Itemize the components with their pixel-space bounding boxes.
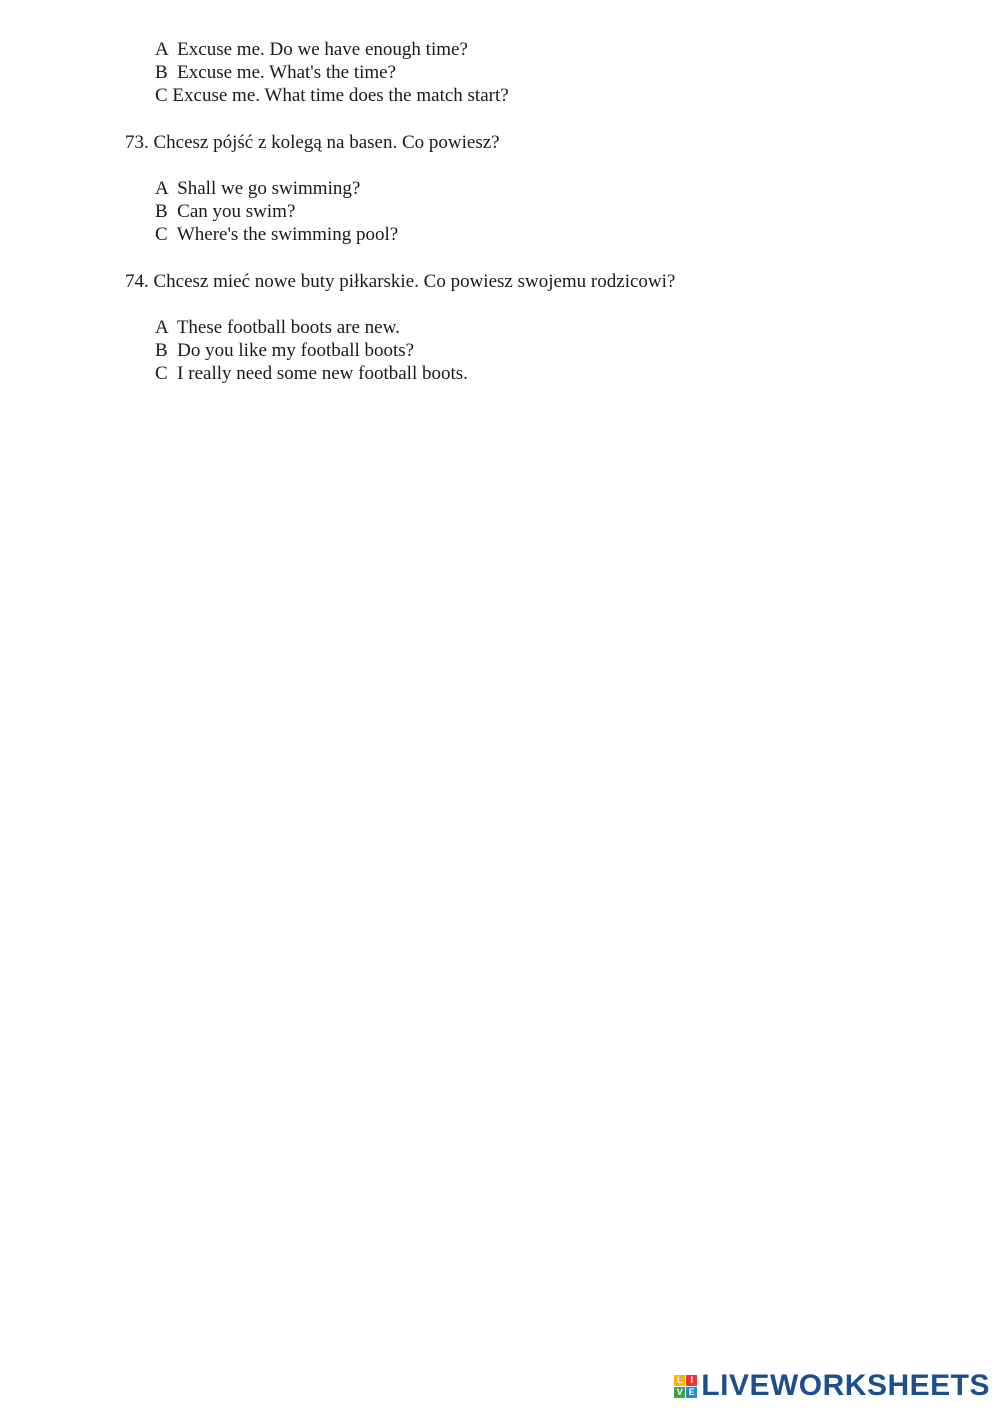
logo-cell-l: L (674, 1375, 685, 1386)
q74-option-a: A These football boots are new. (155, 317, 400, 338)
logo-cell-i: I (686, 1375, 697, 1386)
q73-option-a: A Shall we go swimming? (155, 178, 361, 199)
q72-option-c: C Excuse me. What time does the match start? (155, 85, 509, 106)
q73-question: 73. Chcesz pójść z kolegą na basen. Co powiesz? (125, 132, 500, 153)
logo-grid-icon (674, 1375, 697, 1398)
q74-option-b: B Do you like my football boots? (155, 340, 415, 361)
logo-cell-e: E (686, 1387, 697, 1398)
q72-option-b: B Excuse me. What's the time? (155, 62, 397, 83)
liveworksheets-logo (674, 1369, 990, 1403)
q73-option-c: C Where's the swimming pool? (155, 224, 399, 245)
q74-option-c: C I really need some new football boots. (155, 363, 468, 384)
logo-text: LIVEWORKSHEETS (701, 1369, 990, 1402)
q73-option-b: B Can you swim? (155, 201, 296, 222)
q72-option-a: A Excuse me. Do we have enough time? (155, 39, 468, 60)
logo-cell-v: V (674, 1387, 685, 1398)
q74-question: 74. Chcesz mieć nowe buty piłkarskie. Co powiesz swojemu rodzicowi? (125, 271, 676, 292)
